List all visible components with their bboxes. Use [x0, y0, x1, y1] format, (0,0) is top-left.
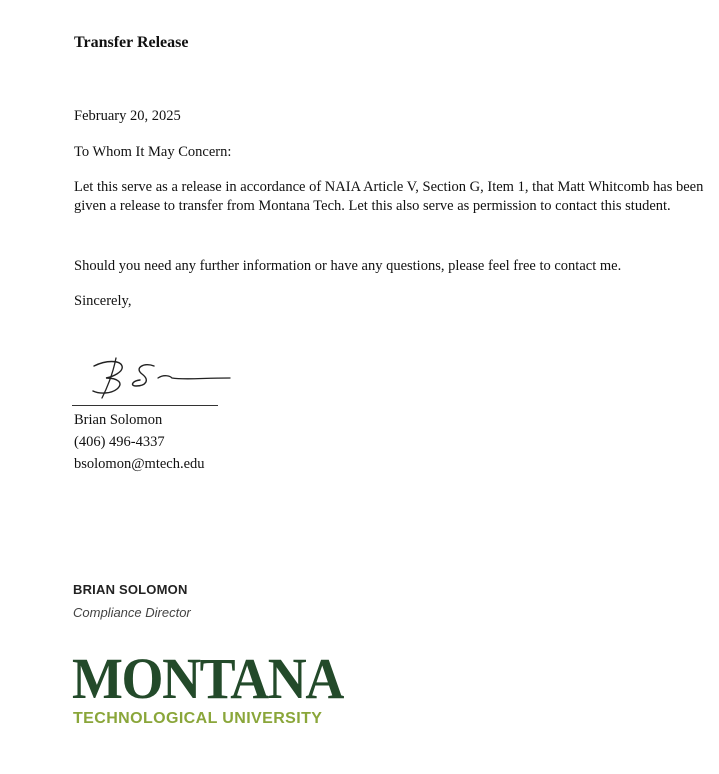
signer-phone: (406) 496-4337 — [74, 434, 165, 450]
footer-name: BRIAN SOLOMON — [73, 582, 188, 597]
logo-wordmark: MONTANA — [72, 646, 343, 711]
signer-name: Brian Solomon — [74, 412, 163, 428]
logo-subtitle: TECHNOLOGICAL UNIVERSITY — [73, 710, 323, 727]
letter-date: February 20, 2025 — [74, 108, 181, 124]
signature-block — [74, 409, 205, 475]
letter-paragraph-contact: Should you need any further information or have any questions, please feel free to contact me. — [74, 258, 622, 274]
signature-line — [72, 405, 218, 406]
letter-title: Transfer Release — [74, 34, 189, 51]
montana-tech-logo — [72, 646, 382, 732]
letter-paragraph-release: Let this serve as a release in accordance of NAIA Article V, Section G, Item 1, that Matt Whitcomb has been given a release to transfer from Montana Tech. Let this also serve as permission to contact this student. — [74, 179, 704, 214]
letter-salutation: To Whom It May Concern: — [74, 144, 232, 160]
signer-email: bsolomon@mtech.edu — [74, 456, 205, 472]
handwritten-signature — [72, 352, 232, 402]
letter-closing: Sincerely, — [74, 293, 132, 309]
footer-role: Compliance Director — [73, 605, 191, 620]
